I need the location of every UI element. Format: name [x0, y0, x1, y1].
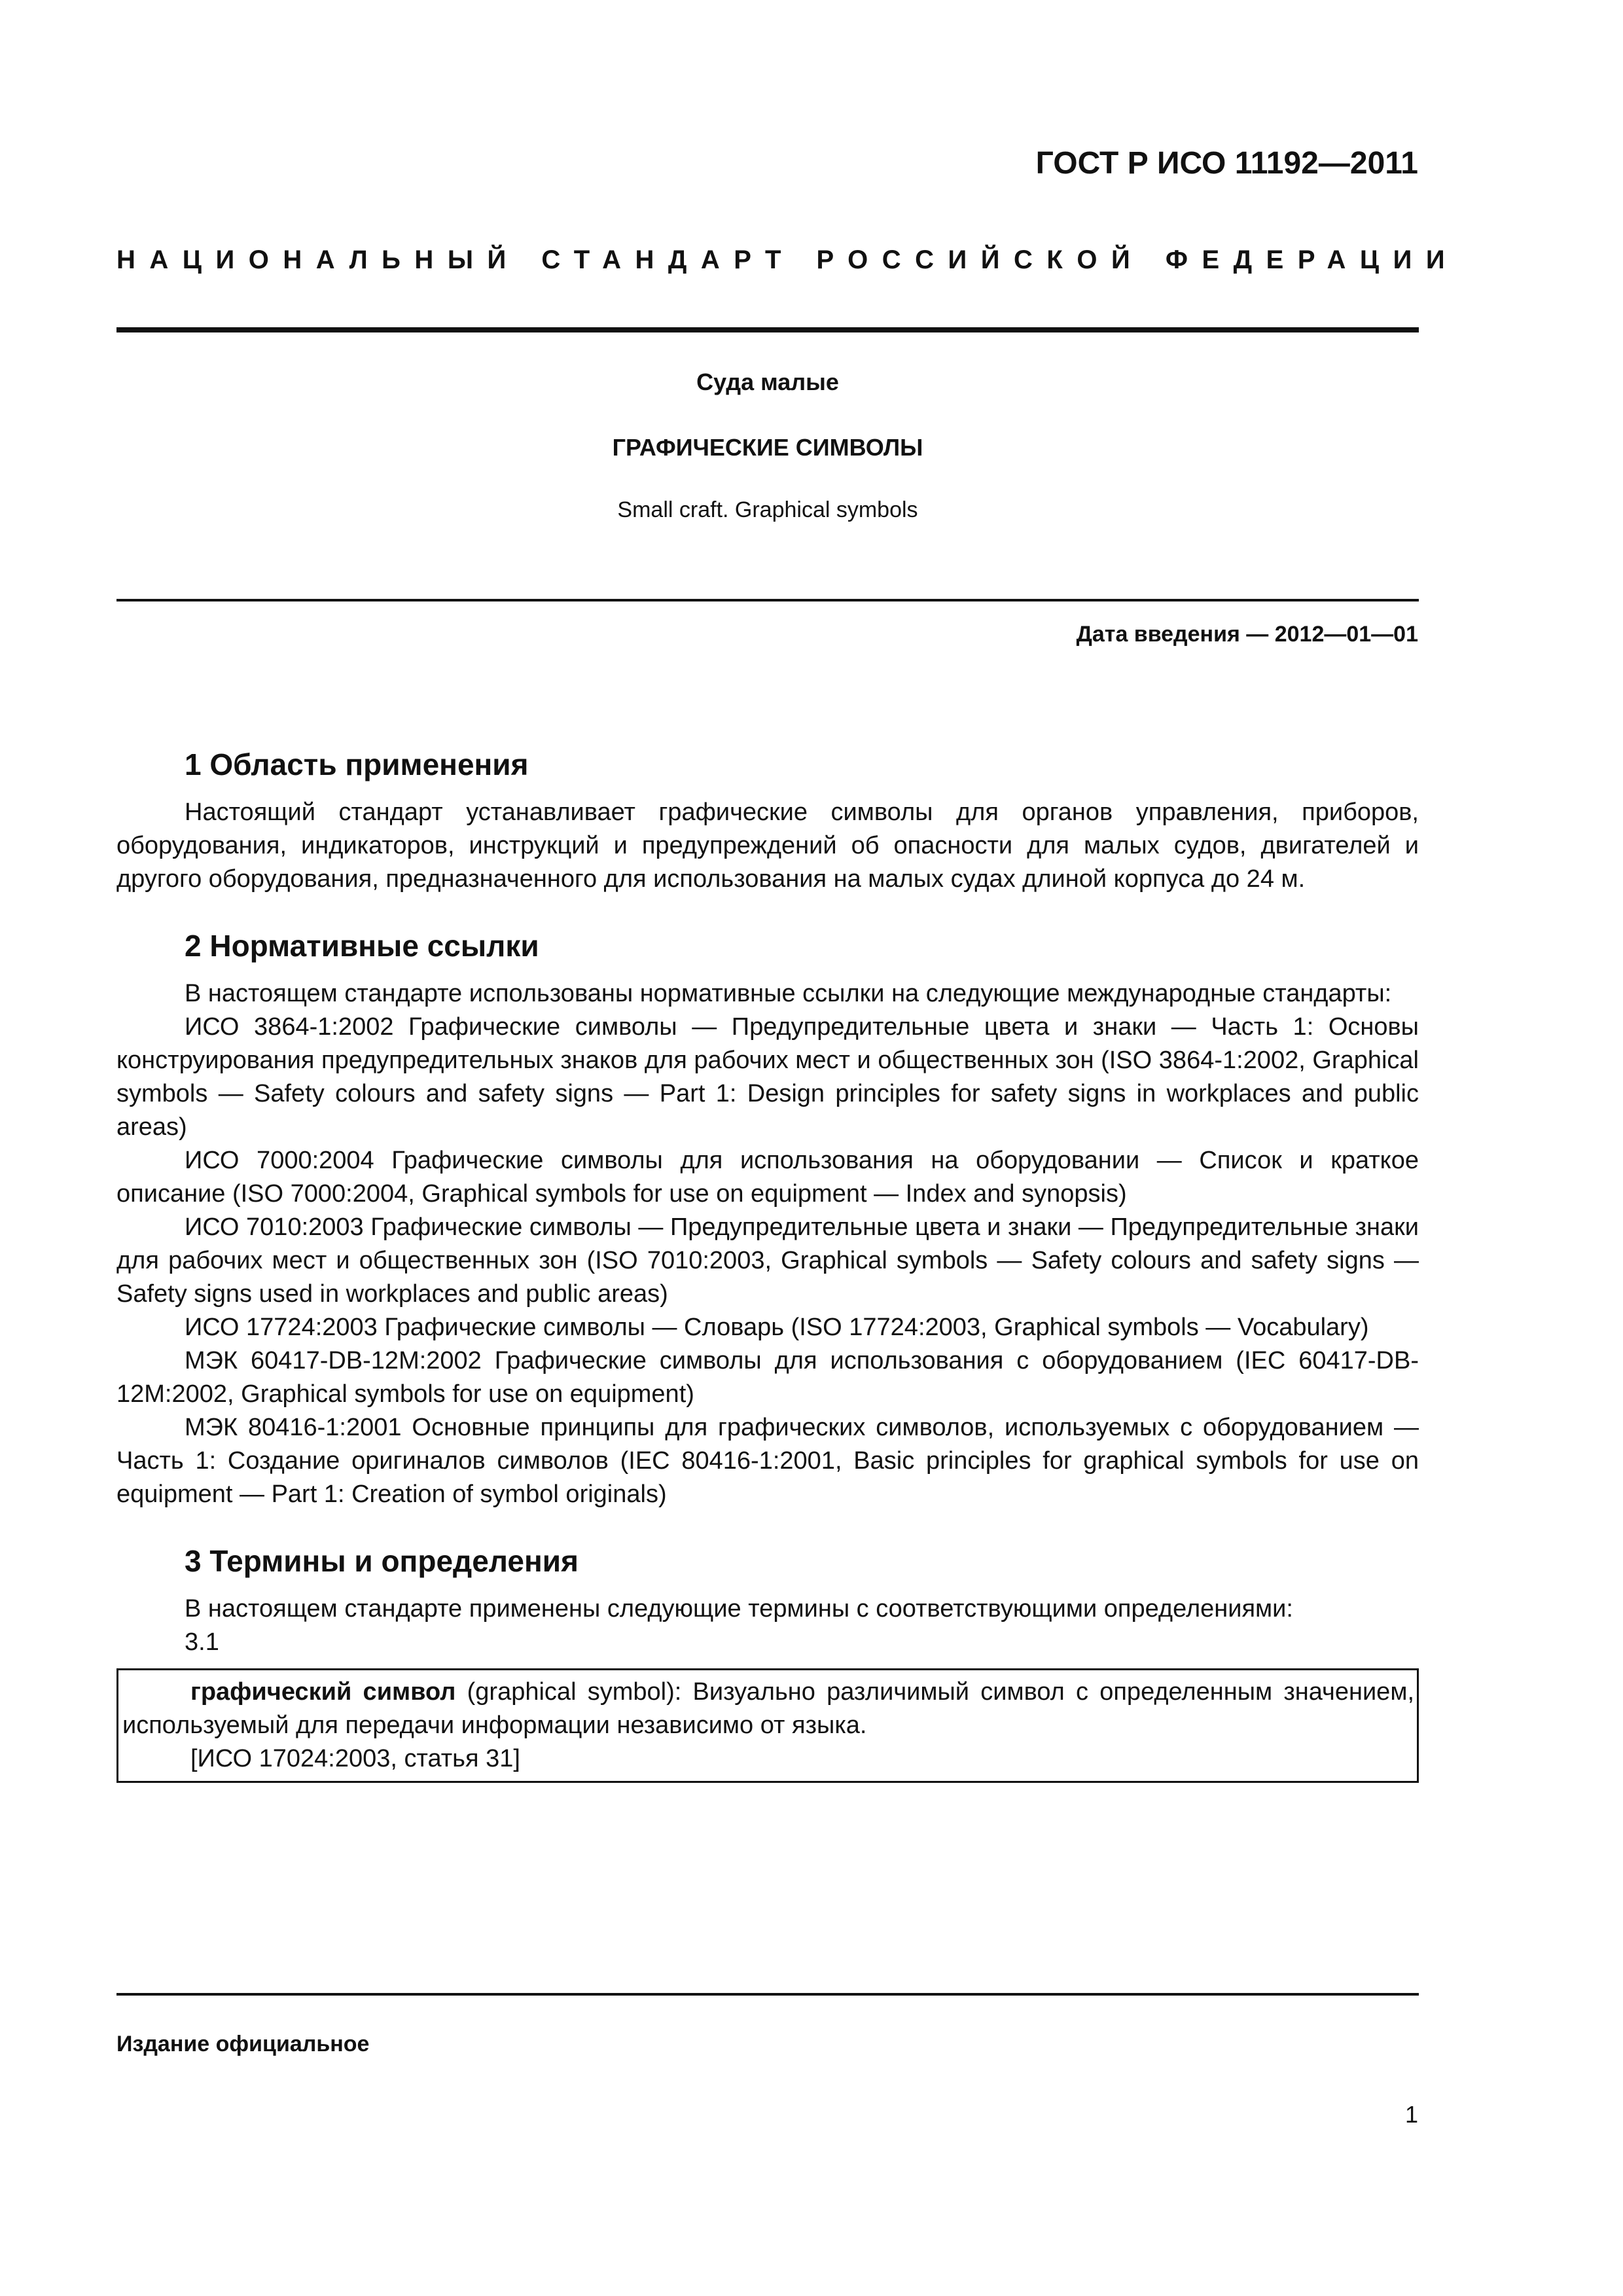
- term-definition: (graphical symbol): Визуально различимый символ с определенным значением, используемый для передачи информации независимо от языка.: [122, 1678, 1415, 1739]
- reference-iso-17724: ИСО 17724:2003 Графические символы — Словарь (ISO 17724:2003, Graphical symbols — Vocabulary): [185, 1314, 1369, 1341]
- section-3-intro: В настоящем стандарте применены следующие термины с соответствующими определениями:: [185, 1595, 1293, 1623]
- definition-source: [ИСО 17024:2003, статья 31]: [190, 1745, 520, 1772]
- reference-iso-7010: ИСО 7010:2003 Графические символы — Предупредительные цвета и знаки — Предупредительные знаки для рабочих мест и общественных зон (ISO 7010:2003, Graphical symbols — Safety colours and safety signs — Safety signs used in workplaces and public areas): [116, 1213, 1419, 1308]
- title-line-2: ГРАФИЧЕСКИЕ СИМВОЛЫ: [612, 434, 923, 461]
- definition-text: [118, 1676, 1417, 1742]
- section-1-paragraph: Настоящий стандарт устанавливает графические символы для органов управления, приборов, оборудования, индикаторов, инструкций и предупреждений об опасности для малых судов, двигателей и другого оборудования, предназначенного для использования на малых судах длиной корпуса до 24 м.: [116, 798, 1419, 893]
- introduction-date: Дата введения — 2012—01—01: [1076, 622, 1418, 647]
- title-rule: [116, 599, 1419, 601]
- section-2-heading: 2 Нормативные ссылки: [185, 929, 539, 963]
- term-number: 3.1: [185, 1628, 219, 1656]
- reference-iec-80416: МЭК 80416-1:2001 Основные принципы для графических символов, используемых с оборудованием — Часть 1: Создание оригиналов символов (IEC 80416-1:2001, Basic principles for graphical symbols for use on equipment — Part 1: Creation of symbol originals): [116, 1414, 1419, 1508]
- national-standard-banner: НАЦИОНАЛЬНЫЙ СТАНДАРТ РОССИЙСКОЙ ФЕДЕРАЦИИ: [116, 245, 1459, 274]
- reference-iso-7000: ИСО 7000:2004 Графические символы для использования на оборудовании — Список и краткое описание (ISO 7000:2004, Graphical symbols for use on equipment — Index and synopsis): [116, 1147, 1419, 1208]
- reference-iso-3864: ИСО 3864-1:2002 Графические символы — Предупредительные цвета и знаки — Часть 1: Основы конструирования предупредительных знаков для рабочих мест и общественных зон (ISO 3864-1:2002, Graphical symbols — Safety colours and safety signs — Part 1: Design principles for safety signs in workplaces and public areas): [116, 1013, 1419, 1141]
- footer-rule: [116, 1993, 1419, 1996]
- reference-iec-60417: МЭК 60417-DB-12M:2002 Графические символы для использования с оборудованием (IEC 60417-DB-12M:2002, Graphical symbols for use on equipment): [116, 1347, 1419, 1408]
- section-2-intro: В настоящем стандарте использованы нормативные ссылки на следующие международные стандарты:: [185, 980, 1392, 1007]
- title-english: Small craft. Graphical symbols: [617, 497, 918, 522]
- term-name: графический символ: [190, 1678, 456, 1706]
- definition-box: [116, 1668, 1419, 1783]
- standard-code: ГОСТ Р ИСО 11192—2011: [1035, 146, 1418, 181]
- title-line-1: Суда малые: [696, 368, 839, 395]
- page-number: 1: [1404, 2101, 1418, 2128]
- header-rule: [116, 327, 1419, 332]
- document-body: [116, 745, 1419, 1783]
- official-edition-label: Издание официальное: [116, 2032, 370, 2056]
- section-1-heading: 1 Область применения: [185, 747, 529, 781]
- section-3-heading: 3 Термины и определения: [185, 1544, 579, 1578]
